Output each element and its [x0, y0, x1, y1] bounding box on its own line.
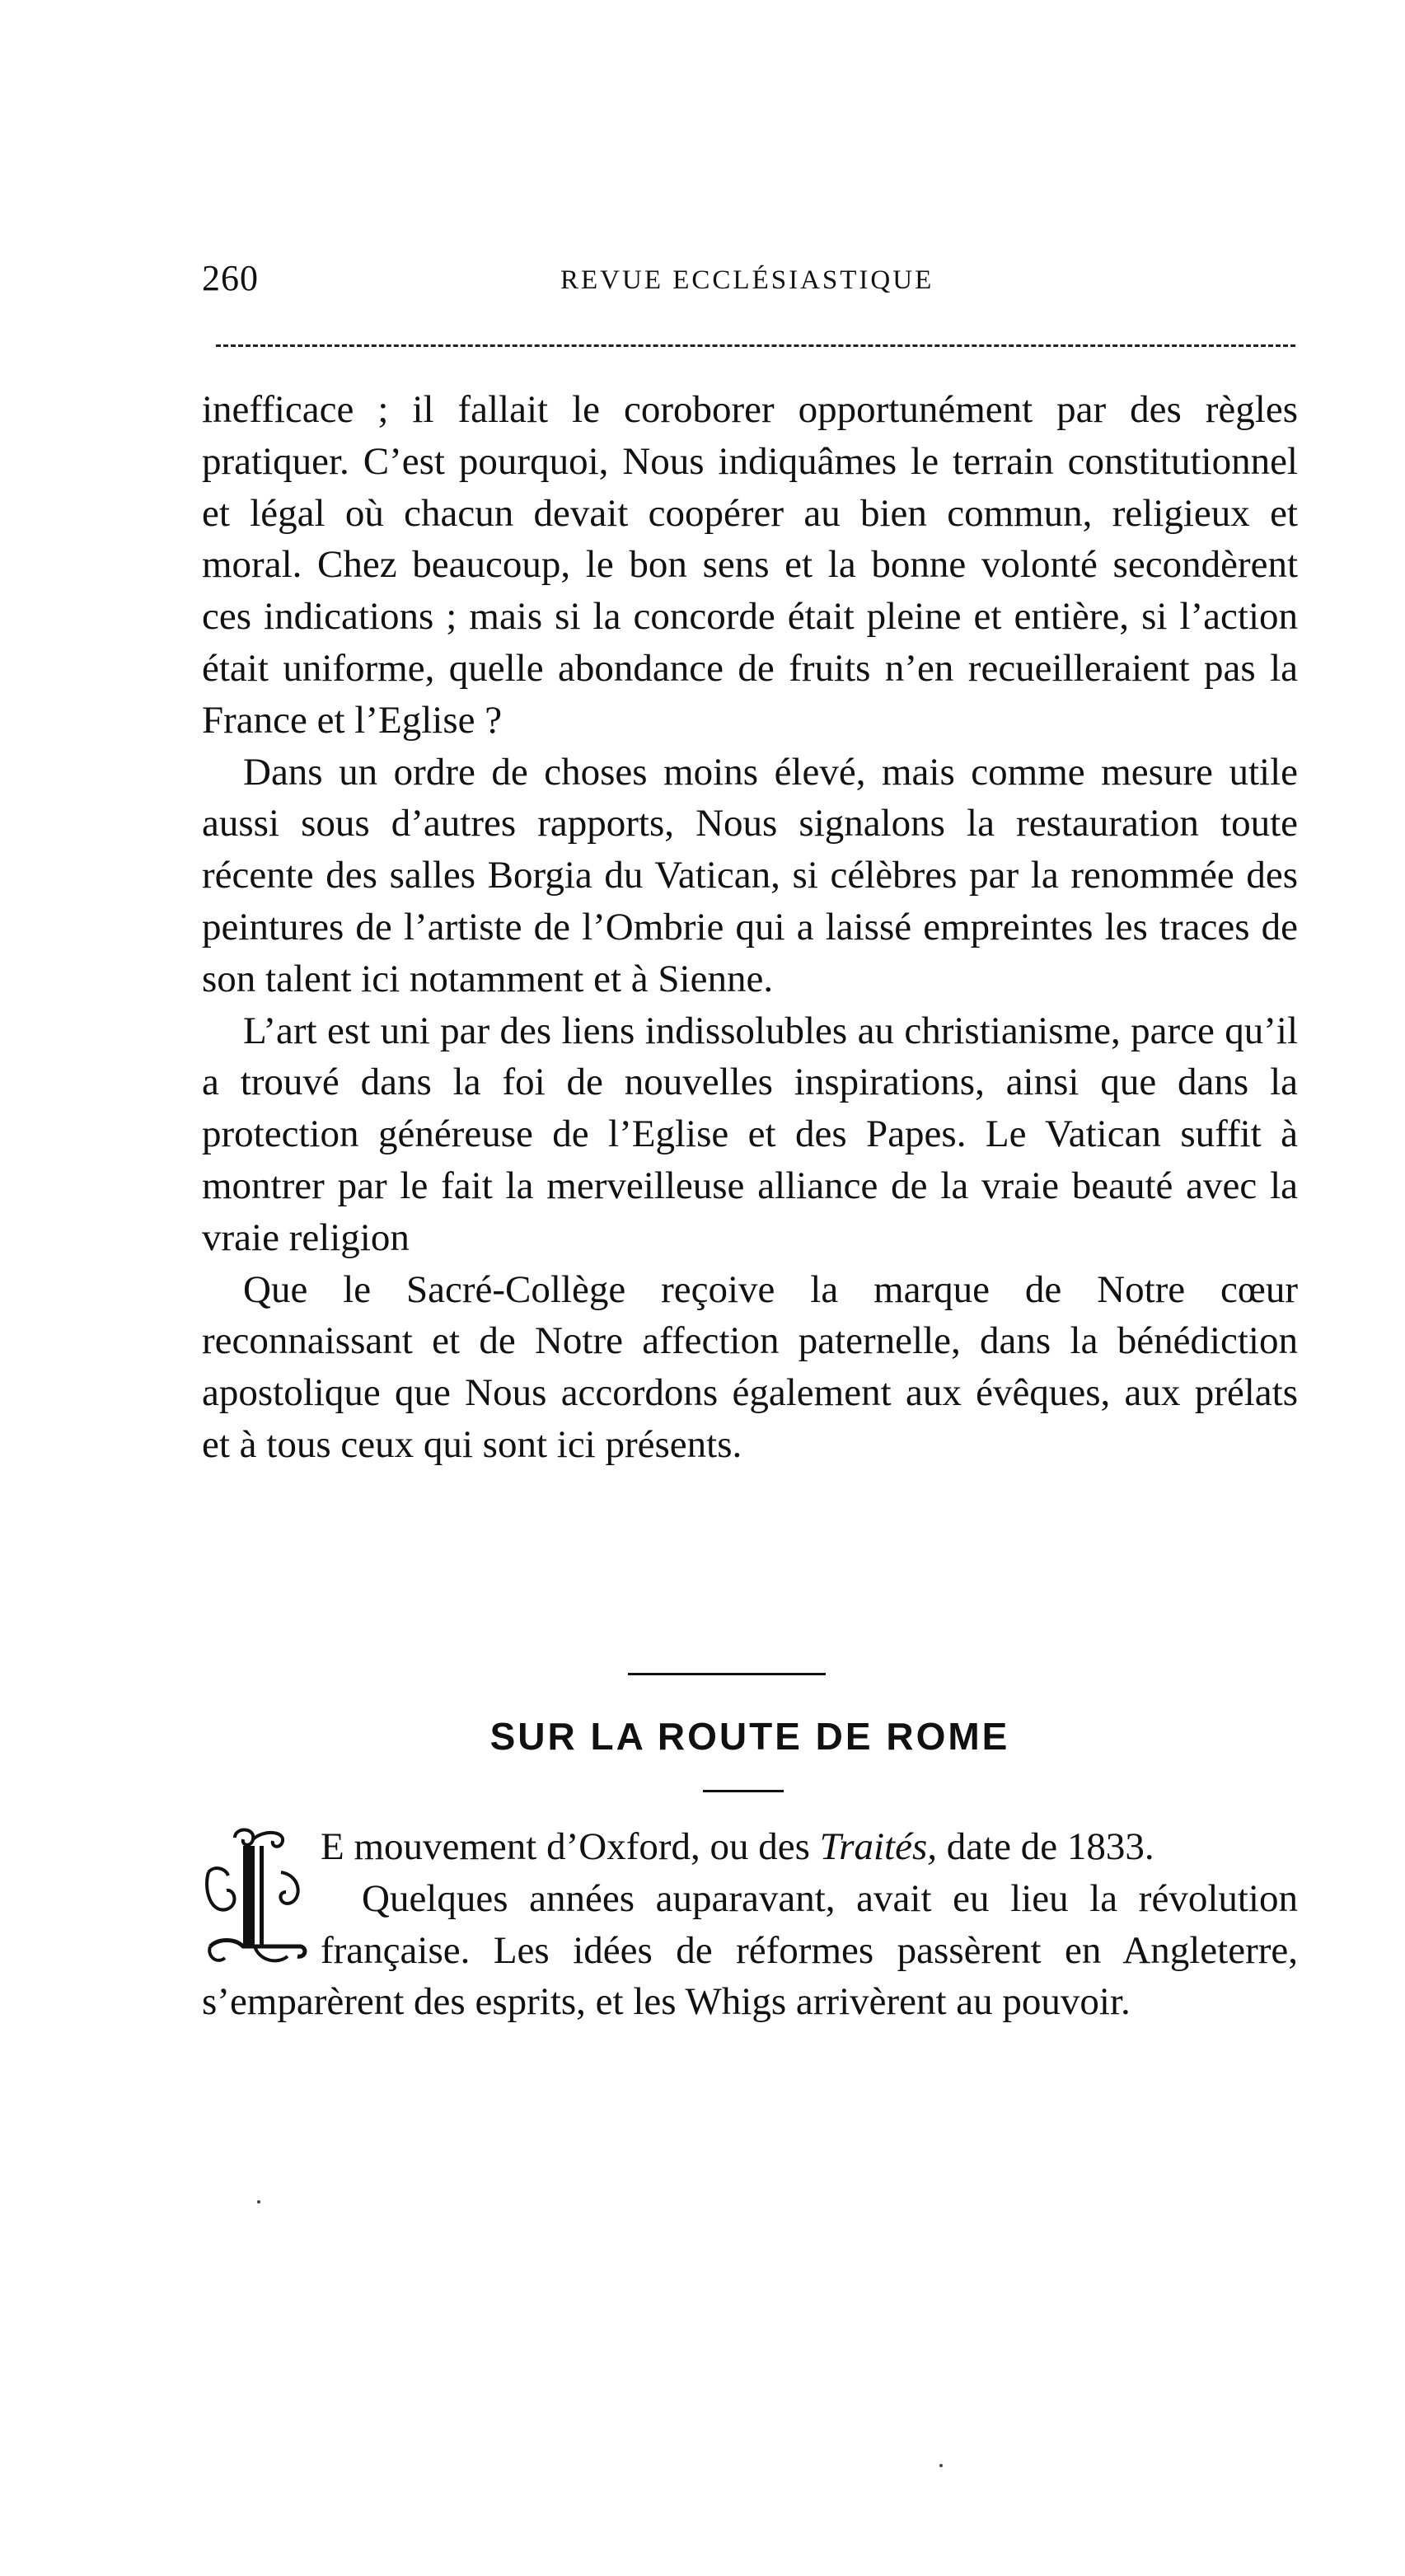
section-title-underline — [703, 1790, 784, 1792]
paragraph-text: date de 1833. — [937, 1825, 1154, 1868]
italic-title: Traités, — [819, 1825, 938, 1868]
paragraph-text: Quelques années auparavant, avait eu lieu la révolution française. Les idées de réformes passèrent en Angleterre, s’emparèrent des esprits, et les Whigs arrivèrent au pouvoir. — [202, 1876, 1298, 2024]
paragraph: Que le Sacré-Collège reçoive la marque de Notre cœur reconnaissant et de Notre affection paternelle, dans la bénédiction apostolique que Nous accordons également aux évêques, aux prélats et à tous ceux qui sont ici présents. — [202, 1267, 1298, 1466]
ornamental-drop-cap — [202, 1823, 309, 1971]
body-text — [202, 384, 1298, 1471]
section-title: SUR LA ROUTE DE ROME — [489, 1715, 1010, 1758]
page-number: 260 — [202, 258, 259, 298]
section-divider-rule — [628, 1673, 826, 1675]
paragraph: Dans un ordre de choses moins élevé, mais comme mesure utile aussi sous d’autres rapports, Nous signalons la restauration toute récente des salles Borgia du Vatican, si célèbres par la renommée des peintures de l’artiste de l’Ombrie qui a laissé empreintes les traces de son talent ici notamment et à Sienne. — [202, 750, 1298, 1000]
running-head: REVUE ECCLÉSIASTIQUE — [560, 265, 934, 295]
section-body — [202, 1821, 1298, 2028]
print-speck — [939, 2464, 943, 2467]
section-first-paragraph — [202, 1821, 1298, 1873]
page-header — [202, 257, 1298, 307]
print-speck — [257, 2200, 260, 2204]
paragraph-text: E mouvement d’Oxford, ou des — [321, 1825, 820, 1868]
section-second-paragraph — [202, 1873, 1298, 2028]
header-rule — [216, 344, 1295, 347]
drop-cap-ornament-icon — [202, 1823, 309, 1971]
paragraph: inefficace ; il fallait le coroborer opportunément par des règles pratiquer. C’est pourquoi, Nous indiquâmes le terrain constitutionnel et légal où chacun devait coopérer au bien commun, religieux et moral. Chez beaucoup, le bon sens et la bonne volonté secondèrent ces indications ; mais si la concorde était pleine et entière, si l’action était uniforme, quelle abondance de fruits n’en recueilleraient pas la France et l’Eglise ? — [202, 388, 1298, 742]
paragraph: L’art est uni par des liens indissolubles au christianisme, parce qu’il a trouvé dans la foi de nouvelles inspirations, ainsi que dans la protection généreuse de l’Eglise et des Papes. Le Vatican suffit à montrer par le fait la merveilleuse alliance de la vraie beauté avec la vraie religion — [202, 1009, 1298, 1259]
